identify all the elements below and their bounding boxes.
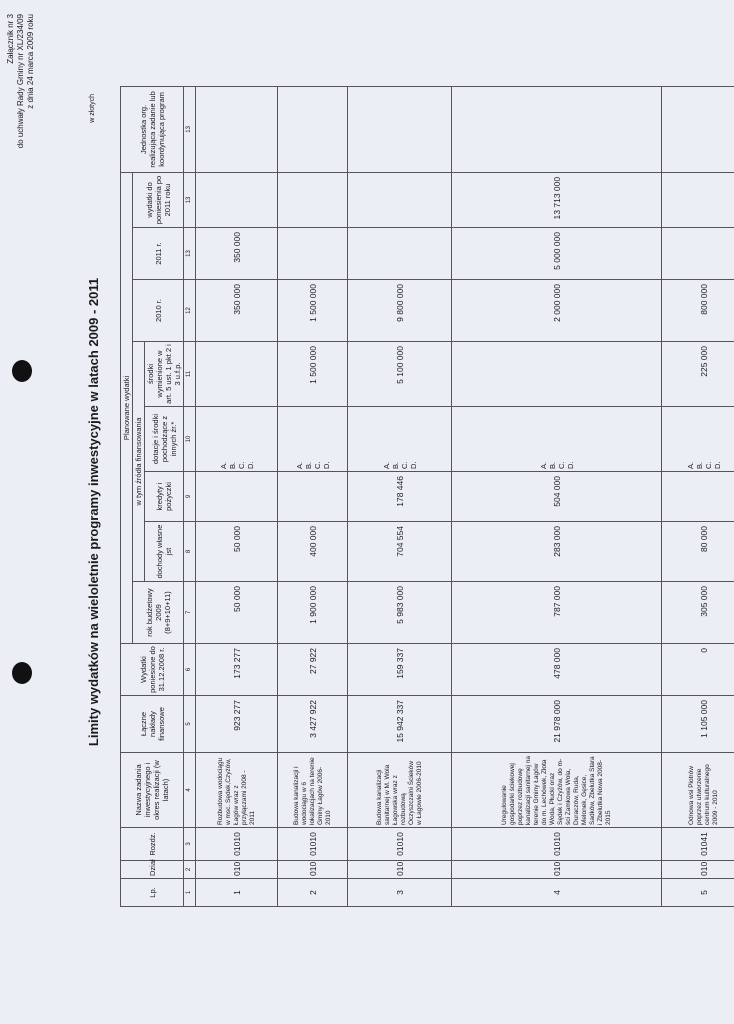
cell-po2011	[196, 172, 278, 227]
cell-nazwa: Budowa kanalizacji i wodociągu w 6 lokalizacjach na terenie Gminy Łagów 2006-2010	[278, 753, 348, 828]
cell-srodki	[196, 342, 278, 407]
col-number: 9	[184, 472, 196, 522]
cell-r2011	[278, 228, 348, 280]
cell-laczne: 15 942 337	[348, 696, 452, 753]
header-jednostka: Jednostka org. realizująca zadanie lub koordynująca program	[121, 86, 184, 172]
header-dotacje: dotacje i środki pochodzące z innych źr.*	[145, 407, 184, 472]
cell-rozdz: 01010	[452, 828, 662, 861]
cell-dochody: 704 554	[348, 522, 452, 582]
cell-nazwa: Budowa kanalizacji sanitarnej w M. Wola Łagowska wraz z rozbudową Oczyszczalni Ścieków w Łagowie 2006-2010	[348, 753, 452, 828]
cell-kredyty	[196, 472, 278, 522]
table-row	[662, 86, 734, 906]
column-numbers-row	[184, 86, 196, 906]
header-rozdz: Rozdz.	[121, 828, 184, 861]
col-number: 6	[184, 644, 196, 696]
cell-laczne: 3 427 922	[278, 696, 348, 753]
cell-lp: 2	[278, 879, 348, 907]
cell-zrodla: A. B. C. D.	[452, 407, 662, 472]
cell-dzial: 010	[196, 861, 278, 879]
table-row	[452, 86, 662, 906]
cell-rozdz: 01010	[278, 828, 348, 861]
cell-po2011	[662, 172, 734, 227]
header-dzial: Dział	[121, 861, 184, 879]
cell-laczne: 1 105 000	[662, 696, 734, 753]
cell-zrodla: A. B. C. D.	[662, 407, 734, 472]
investment-table	[120, 86, 734, 907]
col-number: 10	[184, 407, 196, 472]
cell-rok2009: 305 000	[662, 582, 734, 644]
col-number: 13	[184, 172, 196, 227]
cell-dzial: 010	[278, 861, 348, 879]
col-number: 3	[184, 828, 196, 861]
cell-srodki: 225 000	[662, 342, 734, 407]
header-planowane: Planowane wydatki	[121, 172, 133, 643]
cell-jednostka	[662, 86, 734, 172]
attachment-note	[6, 14, 36, 164]
note-line: Załącznik nr 3	[6, 14, 15, 64]
cell-lp: 5	[662, 879, 734, 907]
col-number: 12	[184, 280, 196, 342]
header-2010: 2010 r.	[133, 280, 184, 342]
cell-jednostka	[196, 86, 278, 172]
header-po2011: wydatki do poniesienia po 2011 roku	[133, 172, 184, 227]
header-dochody: dochody własne jst	[145, 522, 184, 582]
col-number: 13	[184, 86, 196, 172]
cell-rok2009: 787 000	[452, 582, 662, 644]
cell-rozdz: 01041	[662, 828, 734, 861]
cell-lp: 4	[452, 879, 662, 907]
col-number: 7	[184, 582, 196, 644]
cell-kredyty: 504 000	[452, 472, 662, 522]
cell-dzial: 010	[662, 861, 734, 879]
cell-lp: 1	[196, 879, 278, 907]
cell-poniesione: 159 337	[348, 644, 452, 696]
cell-r2010: 1 500 000	[278, 280, 348, 342]
header-srodki: środki wymienione w art. 5 ust. 1 pkt 2 i 3 u.f.p.	[145, 342, 184, 407]
note-line: do uchwały Rady Gminy nr XL/234/09	[16, 14, 25, 149]
cell-rok2009: 1 900 000	[278, 582, 348, 644]
unit-label: w złotych	[89, 94, 96, 123]
cell-lp: 3	[348, 879, 452, 907]
cell-kredyty	[278, 472, 348, 522]
cell-po2011	[278, 172, 348, 227]
header-2011: 2011 r.	[133, 228, 184, 280]
cell-zrodla: A. B. C. D.	[278, 407, 348, 472]
cell-dochody: 80 000	[662, 522, 734, 582]
col-number: 5	[184, 696, 196, 753]
cell-poniesione: 478 000	[452, 644, 662, 696]
cell-poniesione: 0	[662, 644, 734, 696]
cell-r2011: 5 000 000	[452, 228, 662, 280]
cell-poniesione: 173 277	[196, 644, 278, 696]
cell-kredyty: 178 446	[348, 472, 452, 522]
cell-jednostka	[278, 86, 348, 172]
header-nazwa: Nazwa zadania inwestycyjnego i okres realizacji (w latach)	[121, 753, 184, 828]
cell-srodki: 1 500 000	[278, 342, 348, 407]
cell-dzial: 010	[452, 861, 662, 879]
cell-rozdz: 01010	[196, 828, 278, 861]
cell-rozdz: 01010	[348, 828, 452, 861]
cell-nazwa: Rozbudowa wodociągu w msc. Sędek,Czyżów, Łagów wraz z przyłączami 2008 - 2011	[196, 753, 278, 828]
cell-dochody: 50 000	[196, 522, 278, 582]
cell-nazwa: Uregulowanie gospodarki ściekowej poprzez rozbudowę kanalizacji sanitarnej na terenie Gminy Łagów do m. Lechówek, Złota Woda, Płucki oraz Sędek i Czyżów, do m-ści Zamkowa Wola, Duraczów, Ruda, Melonek, Gęsice, Sadków, Zbelutka Stara i Zbelutka Nowa 2008-2015	[452, 753, 662, 828]
cell-r2011: 350 000	[196, 228, 278, 280]
cell-r2010: 350 000	[196, 280, 278, 342]
cell-nazwa: Odnowa wsi Piotrów poprzez utworzenie centrum kulturalnego 2009 - 2010	[662, 753, 734, 828]
cell-po2011	[348, 172, 452, 227]
header-laczne: Łączne nakłady finansowe	[121, 696, 184, 753]
cell-jednostka	[348, 86, 452, 172]
table-row	[196, 86, 278, 906]
header-poniesione: Wydatki poniesione do 31.12.2008 r.	[121, 644, 184, 696]
cell-kredyty	[662, 472, 734, 522]
header-rok2009: rok budżetowy 2009 (8+9+10+11)	[133, 582, 184, 644]
page-title: Limity wydatków na wieloletnie programy inwestycyjne w latach 2009 - 2011	[86, 277, 101, 747]
col-number: 8	[184, 522, 196, 582]
cell-r2011	[348, 228, 452, 280]
header-kredyty: kredyty i pożyczki	[145, 472, 184, 522]
cell-laczne: 21 978 000	[452, 696, 662, 753]
col-number: 11	[184, 342, 196, 407]
cell-po2011: 13 713 000	[452, 172, 662, 227]
table-row	[278, 86, 348, 906]
col-number: 4	[184, 753, 196, 828]
cell-rok2009: 5 983 000	[348, 582, 452, 644]
col-number: 2	[184, 861, 196, 879]
cell-r2010: 800 000	[662, 280, 734, 342]
table-row	[348, 86, 452, 906]
cell-dzial: 010	[348, 861, 452, 879]
cell-r2010: 9 800 000	[348, 280, 452, 342]
cell-zrodla: A. B. C. D.	[348, 407, 452, 472]
cell-dochody: 283 000	[452, 522, 662, 582]
cell-r2011	[662, 228, 734, 280]
note-line: z dnia 24 marca 2009 roku	[26, 14, 35, 109]
cell-dochody: 400 000	[278, 522, 348, 582]
cell-laczne: 923 277	[196, 696, 278, 753]
cell-jednostka	[452, 86, 662, 172]
col-number: 1	[184, 879, 196, 907]
cell-srodki	[452, 342, 662, 407]
cell-zrodla: A. B. C. D.	[196, 407, 278, 472]
header-wtym: w tym źródła finansowania	[133, 342, 145, 582]
cell-rok2009: 50 000	[196, 582, 278, 644]
cell-poniesione: 27 922	[278, 644, 348, 696]
header-lp: Lp.	[121, 879, 184, 907]
col-number: 13	[184, 228, 196, 280]
cell-r2010: 2 000 000	[452, 280, 662, 342]
cell-srodki: 5 100 000	[348, 342, 452, 407]
